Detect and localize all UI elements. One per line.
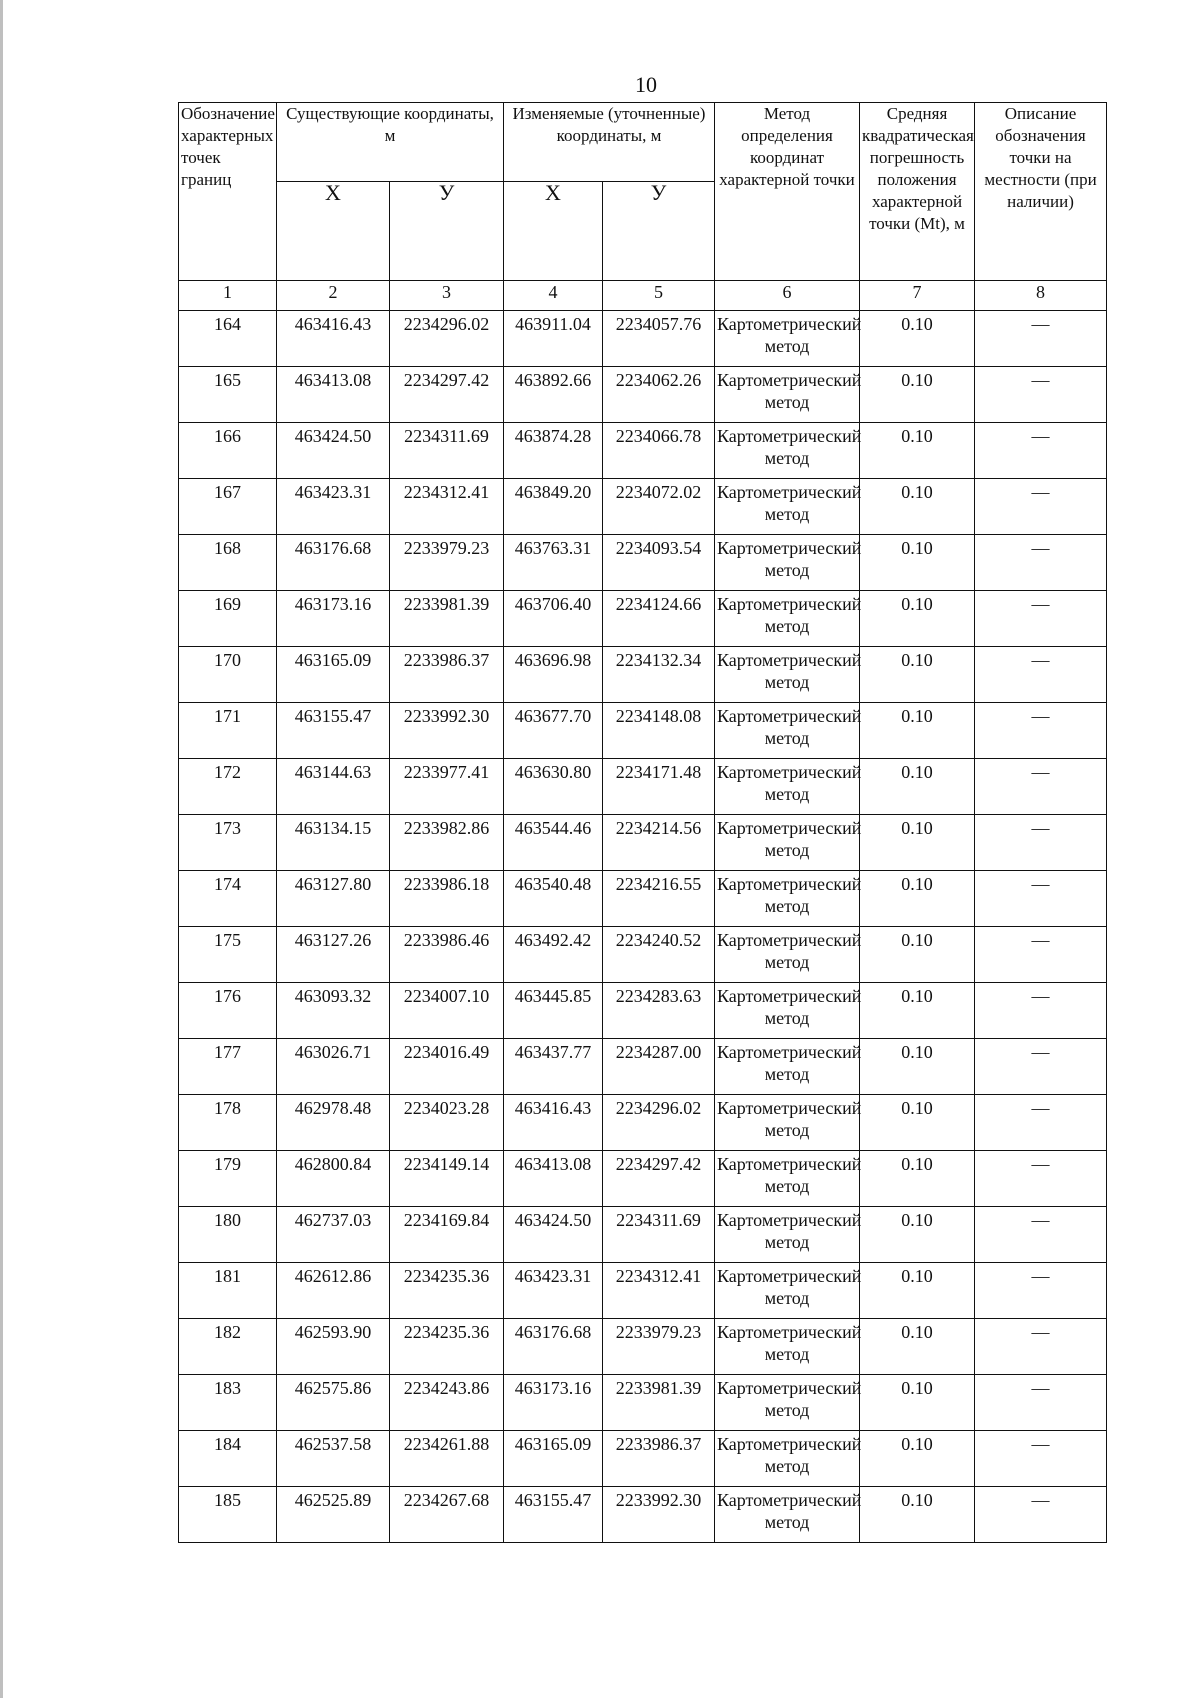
description-cell: — bbox=[975, 983, 1107, 1039]
existing-y-cell: 2234296.02 bbox=[390, 311, 504, 367]
column-number: 3 bbox=[390, 281, 504, 311]
header-method: Метод определения координат характерной точки bbox=[715, 103, 860, 281]
existing-y-cell: 2234007.10 bbox=[390, 983, 504, 1039]
existing-y-cell: 2234235.36 bbox=[390, 1263, 504, 1319]
existing-y-cell: 2234267.68 bbox=[390, 1487, 504, 1543]
header-existing-x: X bbox=[277, 182, 390, 281]
changed-y-cell: 2234066.78 bbox=[603, 423, 715, 479]
description-cell: — bbox=[975, 647, 1107, 703]
mt-cell: 0.10 bbox=[860, 1319, 975, 1375]
changed-y-cell: 2234057.76 bbox=[603, 311, 715, 367]
point-id-cell: 175 bbox=[179, 927, 277, 983]
method-cell: Картометрический метод bbox=[715, 1375, 860, 1431]
description-cell: — bbox=[975, 1263, 1107, 1319]
description-cell: — bbox=[975, 871, 1107, 927]
mt-cell: 0.10 bbox=[860, 647, 975, 703]
description-cell: — bbox=[975, 1487, 1107, 1543]
method-cell: Картометрический метод bbox=[715, 1319, 860, 1375]
changed-x-cell: 463413.08 bbox=[504, 1151, 603, 1207]
changed-x-cell: 463176.68 bbox=[504, 1319, 603, 1375]
description-cell: — bbox=[975, 591, 1107, 647]
table-row bbox=[179, 423, 1107, 479]
point-id-cell: 183 bbox=[179, 1375, 277, 1431]
existing-x-cell: 463416.43 bbox=[277, 311, 390, 367]
changed-x-cell: 463849.20 bbox=[504, 479, 603, 535]
method-cell: Картометрический метод bbox=[715, 423, 860, 479]
table-row bbox=[179, 535, 1107, 591]
existing-y-cell: 2233986.37 bbox=[390, 647, 504, 703]
description-cell: — bbox=[975, 927, 1107, 983]
description-cell: — bbox=[975, 1095, 1107, 1151]
method-cell: Картометрический метод bbox=[715, 1095, 860, 1151]
existing-x-cell: 463155.47 bbox=[277, 703, 390, 759]
changed-x-cell: 463630.80 bbox=[504, 759, 603, 815]
existing-y-cell: 2233982.86 bbox=[390, 815, 504, 871]
existing-y-cell: 2233992.30 bbox=[390, 703, 504, 759]
existing-x-cell: 463165.09 bbox=[277, 647, 390, 703]
mt-cell: 0.10 bbox=[860, 1431, 975, 1487]
changed-x-cell: 463677.70 bbox=[504, 703, 603, 759]
existing-y-cell: 2234023.28 bbox=[390, 1095, 504, 1151]
changed-x-cell: 463155.47 bbox=[504, 1487, 603, 1543]
existing-y-cell: 2234311.69 bbox=[390, 423, 504, 479]
coordinates-table bbox=[178, 102, 1107, 1543]
changed-y-cell: 2234062.26 bbox=[603, 367, 715, 423]
description-cell: — bbox=[975, 759, 1107, 815]
table-row bbox=[179, 367, 1107, 423]
table-row bbox=[179, 311, 1107, 367]
table-row bbox=[179, 1487, 1107, 1543]
point-id-cell: 180 bbox=[179, 1207, 277, 1263]
table-row bbox=[179, 759, 1107, 815]
mt-cell: 0.10 bbox=[860, 815, 975, 871]
header-point-designation: Обозначение характерных точек границ bbox=[179, 103, 277, 281]
point-id-cell: 179 bbox=[179, 1151, 277, 1207]
header-changed-coordinates: Изменяемые (уточненные) координаты, м bbox=[504, 103, 715, 182]
changed-y-cell: 2234148.08 bbox=[603, 703, 715, 759]
table-row bbox=[179, 1095, 1107, 1151]
column-number: 5 bbox=[603, 281, 715, 311]
table-row bbox=[179, 647, 1107, 703]
point-id-cell: 172 bbox=[179, 759, 277, 815]
changed-y-cell: 2233981.39 bbox=[603, 1375, 715, 1431]
mt-cell: 0.10 bbox=[860, 1375, 975, 1431]
existing-x-cell: 463423.31 bbox=[277, 479, 390, 535]
existing-y-cell: 2233986.46 bbox=[390, 927, 504, 983]
changed-x-cell: 463763.31 bbox=[504, 535, 603, 591]
table-row bbox=[179, 479, 1107, 535]
point-id-cell: 167 bbox=[179, 479, 277, 535]
existing-x-cell: 463026.71 bbox=[277, 1039, 390, 1095]
method-cell: Картометрический метод bbox=[715, 983, 860, 1039]
table-row bbox=[179, 927, 1107, 983]
existing-y-cell: 2234149.14 bbox=[390, 1151, 504, 1207]
changed-x-cell: 463492.42 bbox=[504, 927, 603, 983]
changed-y-cell: 2234093.54 bbox=[603, 535, 715, 591]
point-id-cell: 177 bbox=[179, 1039, 277, 1095]
method-cell: Картометрический метод bbox=[715, 1431, 860, 1487]
point-id-cell: 168 bbox=[179, 535, 277, 591]
changed-y-cell: 2234296.02 bbox=[603, 1095, 715, 1151]
column-number: 7 bbox=[860, 281, 975, 311]
existing-x-cell: 462537.58 bbox=[277, 1431, 390, 1487]
description-cell: — bbox=[975, 703, 1107, 759]
column-numbers-row bbox=[179, 281, 1107, 311]
mt-cell: 0.10 bbox=[860, 479, 975, 535]
description-cell: — bbox=[975, 423, 1107, 479]
method-cell: Картометрический метод bbox=[715, 759, 860, 815]
changed-x-cell: 463437.77 bbox=[504, 1039, 603, 1095]
method-cell: Картометрический метод bbox=[715, 1487, 860, 1543]
changed-x-cell: 463445.85 bbox=[504, 983, 603, 1039]
description-cell: — bbox=[975, 535, 1107, 591]
method-cell: Картометрический метод bbox=[715, 1039, 860, 1095]
method-cell: Картометрический метод bbox=[715, 703, 860, 759]
changed-x-cell: 463540.48 bbox=[504, 871, 603, 927]
mt-cell: 0.10 bbox=[860, 927, 975, 983]
mt-cell: 0.10 bbox=[860, 367, 975, 423]
column-number: 8 bbox=[975, 281, 1107, 311]
description-cell: — bbox=[975, 815, 1107, 871]
header-description: Описание обозначения точки на местности (при наличии) bbox=[975, 103, 1107, 281]
table-row bbox=[179, 591, 1107, 647]
point-id-cell: 184 bbox=[179, 1431, 277, 1487]
mt-cell: 0.10 bbox=[860, 1487, 975, 1543]
existing-x-cell: 463127.26 bbox=[277, 927, 390, 983]
existing-y-cell: 2234261.88 bbox=[390, 1431, 504, 1487]
existing-x-cell: 463176.68 bbox=[277, 535, 390, 591]
existing-x-cell: 462800.84 bbox=[277, 1151, 390, 1207]
header-changed-x: X bbox=[504, 182, 603, 281]
description-cell: — bbox=[975, 311, 1107, 367]
method-cell: Картометрический метод bbox=[715, 311, 860, 367]
changed-x-cell: 463696.98 bbox=[504, 647, 603, 703]
mt-cell: 0.10 bbox=[860, 311, 975, 367]
existing-x-cell: 463134.15 bbox=[277, 815, 390, 871]
existing-y-cell: 2234297.42 bbox=[390, 367, 504, 423]
point-id-cell: 164 bbox=[179, 311, 277, 367]
changed-x-cell: 463165.09 bbox=[504, 1431, 603, 1487]
point-id-cell: 182 bbox=[179, 1319, 277, 1375]
mt-cell: 0.10 bbox=[860, 1095, 975, 1151]
column-number: 6 bbox=[715, 281, 860, 311]
method-cell: Картометрический метод bbox=[715, 927, 860, 983]
changed-y-cell: 2234124.66 bbox=[603, 591, 715, 647]
method-cell: Картометрический метод bbox=[715, 591, 860, 647]
mt-cell: 0.10 bbox=[860, 591, 975, 647]
existing-y-cell: 2233979.23 bbox=[390, 535, 504, 591]
changed-x-cell: 463911.04 bbox=[504, 311, 603, 367]
changed-x-cell: 463874.28 bbox=[504, 423, 603, 479]
table-row bbox=[179, 871, 1107, 927]
existing-x-cell: 462525.89 bbox=[277, 1487, 390, 1543]
page-number: 10 bbox=[635, 72, 657, 97]
mt-cell: 0.10 bbox=[860, 1039, 975, 1095]
table-row bbox=[179, 1263, 1107, 1319]
point-id-cell: 170 bbox=[179, 647, 277, 703]
method-cell: Картометрический метод bbox=[715, 535, 860, 591]
point-id-cell: 185 bbox=[179, 1487, 277, 1543]
existing-x-cell: 463413.08 bbox=[277, 367, 390, 423]
changed-y-cell: 2234216.55 bbox=[603, 871, 715, 927]
existing-x-cell: 462737.03 bbox=[277, 1207, 390, 1263]
point-id-cell: 166 bbox=[179, 423, 277, 479]
changed-x-cell: 463424.50 bbox=[504, 1207, 603, 1263]
existing-y-cell: 2233977.41 bbox=[390, 759, 504, 815]
table-row bbox=[179, 1151, 1107, 1207]
method-cell: Картометрический метод bbox=[715, 1151, 860, 1207]
point-id-cell: 171 bbox=[179, 703, 277, 759]
existing-y-cell: 2234016.49 bbox=[390, 1039, 504, 1095]
existing-x-cell: 462593.90 bbox=[277, 1319, 390, 1375]
existing-x-cell: 463093.32 bbox=[277, 983, 390, 1039]
method-cell: Картометрический метод bbox=[715, 1263, 860, 1319]
changed-x-cell: 463544.46 bbox=[504, 815, 603, 871]
existing-x-cell: 463424.50 bbox=[277, 423, 390, 479]
changed-y-cell: 2233979.23 bbox=[603, 1319, 715, 1375]
existing-y-cell: 2234235.36 bbox=[390, 1319, 504, 1375]
description-cell: — bbox=[975, 1431, 1107, 1487]
description-cell: — bbox=[975, 1319, 1107, 1375]
existing-x-cell: 462612.86 bbox=[277, 1263, 390, 1319]
changed-y-cell: 2234240.52 bbox=[603, 927, 715, 983]
column-number: 4 bbox=[504, 281, 603, 311]
method-cell: Картометрический метод bbox=[715, 871, 860, 927]
point-id-cell: 181 bbox=[179, 1263, 277, 1319]
changed-x-cell: 463892.66 bbox=[504, 367, 603, 423]
method-cell: Картометрический метод bbox=[715, 1207, 860, 1263]
table-row bbox=[179, 1039, 1107, 1095]
changed-x-cell: 463706.40 bbox=[504, 591, 603, 647]
mt-cell: 0.10 bbox=[860, 1207, 975, 1263]
point-id-cell: 176 bbox=[179, 983, 277, 1039]
changed-y-cell: 2234214.56 bbox=[603, 815, 715, 871]
existing-y-cell: 2234243.86 bbox=[390, 1375, 504, 1431]
point-id-cell: 178 bbox=[179, 1095, 277, 1151]
existing-y-cell: 2234169.84 bbox=[390, 1207, 504, 1263]
existing-x-cell: 462575.86 bbox=[277, 1375, 390, 1431]
existing-y-cell: 2234312.41 bbox=[390, 479, 504, 535]
mt-cell: 0.10 bbox=[860, 1151, 975, 1207]
changed-x-cell: 463423.31 bbox=[504, 1263, 603, 1319]
method-cell: Картометрический метод bbox=[715, 647, 860, 703]
changed-y-cell: 2234311.69 bbox=[603, 1207, 715, 1263]
table-row bbox=[179, 815, 1107, 871]
existing-x-cell: 463144.63 bbox=[277, 759, 390, 815]
description-cell: — bbox=[975, 367, 1107, 423]
column-number: 1 bbox=[179, 281, 277, 311]
method-cell: Картометрический метод bbox=[715, 367, 860, 423]
mt-cell: 0.10 bbox=[860, 1263, 975, 1319]
changed-x-cell: 463416.43 bbox=[504, 1095, 603, 1151]
header-existing-y: У bbox=[390, 182, 504, 281]
table-row bbox=[179, 1319, 1107, 1375]
mt-cell: 0.10 bbox=[860, 759, 975, 815]
existing-x-cell: 463127.80 bbox=[277, 871, 390, 927]
point-id-cell: 165 bbox=[179, 367, 277, 423]
table-row bbox=[179, 1375, 1107, 1431]
table-row bbox=[179, 1207, 1107, 1263]
mt-cell: 0.10 bbox=[860, 535, 975, 591]
changed-y-cell: 2234132.34 bbox=[603, 647, 715, 703]
changed-y-cell: 2234297.42 bbox=[603, 1151, 715, 1207]
table-row bbox=[179, 703, 1107, 759]
existing-x-cell: 463173.16 bbox=[277, 591, 390, 647]
mt-cell: 0.10 bbox=[860, 871, 975, 927]
method-cell: Картометрический метод bbox=[715, 479, 860, 535]
header-existing-coordinates: Существующие координаты, м bbox=[277, 103, 504, 182]
table-row bbox=[179, 983, 1107, 1039]
mt-cell: 0.10 bbox=[860, 703, 975, 759]
mt-cell: 0.10 bbox=[860, 983, 975, 1039]
point-id-cell: 169 bbox=[179, 591, 277, 647]
scan-edge bbox=[0, 0, 3, 1698]
header-mean-square-error: Средняя квадратическая погрешность положения характерной точки (Mt), м bbox=[860, 103, 975, 281]
description-cell: — bbox=[975, 1375, 1107, 1431]
table-row bbox=[179, 1431, 1107, 1487]
existing-y-cell: 2233986.18 bbox=[390, 871, 504, 927]
description-cell: — bbox=[975, 1207, 1107, 1263]
method-cell: Картометрический метод bbox=[715, 815, 860, 871]
changed-y-cell: 2234072.02 bbox=[603, 479, 715, 535]
changed-y-cell: 2234171.48 bbox=[603, 759, 715, 815]
changed-y-cell: 2234287.00 bbox=[603, 1039, 715, 1095]
changed-y-cell: 2234283.63 bbox=[603, 983, 715, 1039]
point-id-cell: 174 bbox=[179, 871, 277, 927]
description-cell: — bbox=[975, 1039, 1107, 1095]
changed-y-cell: 2233992.30 bbox=[603, 1487, 715, 1543]
changed-y-cell: 2234312.41 bbox=[603, 1263, 715, 1319]
header-changed-y: У bbox=[603, 182, 715, 281]
description-cell: — bbox=[975, 479, 1107, 535]
changed-y-cell: 2233986.37 bbox=[603, 1431, 715, 1487]
mt-cell: 0.10 bbox=[860, 423, 975, 479]
description-cell: — bbox=[975, 1151, 1107, 1207]
existing-x-cell: 462978.48 bbox=[277, 1095, 390, 1151]
point-id-cell: 173 bbox=[179, 815, 277, 871]
column-number: 2 bbox=[277, 281, 390, 311]
existing-y-cell: 2233981.39 bbox=[390, 591, 504, 647]
changed-x-cell: 463173.16 bbox=[504, 1375, 603, 1431]
